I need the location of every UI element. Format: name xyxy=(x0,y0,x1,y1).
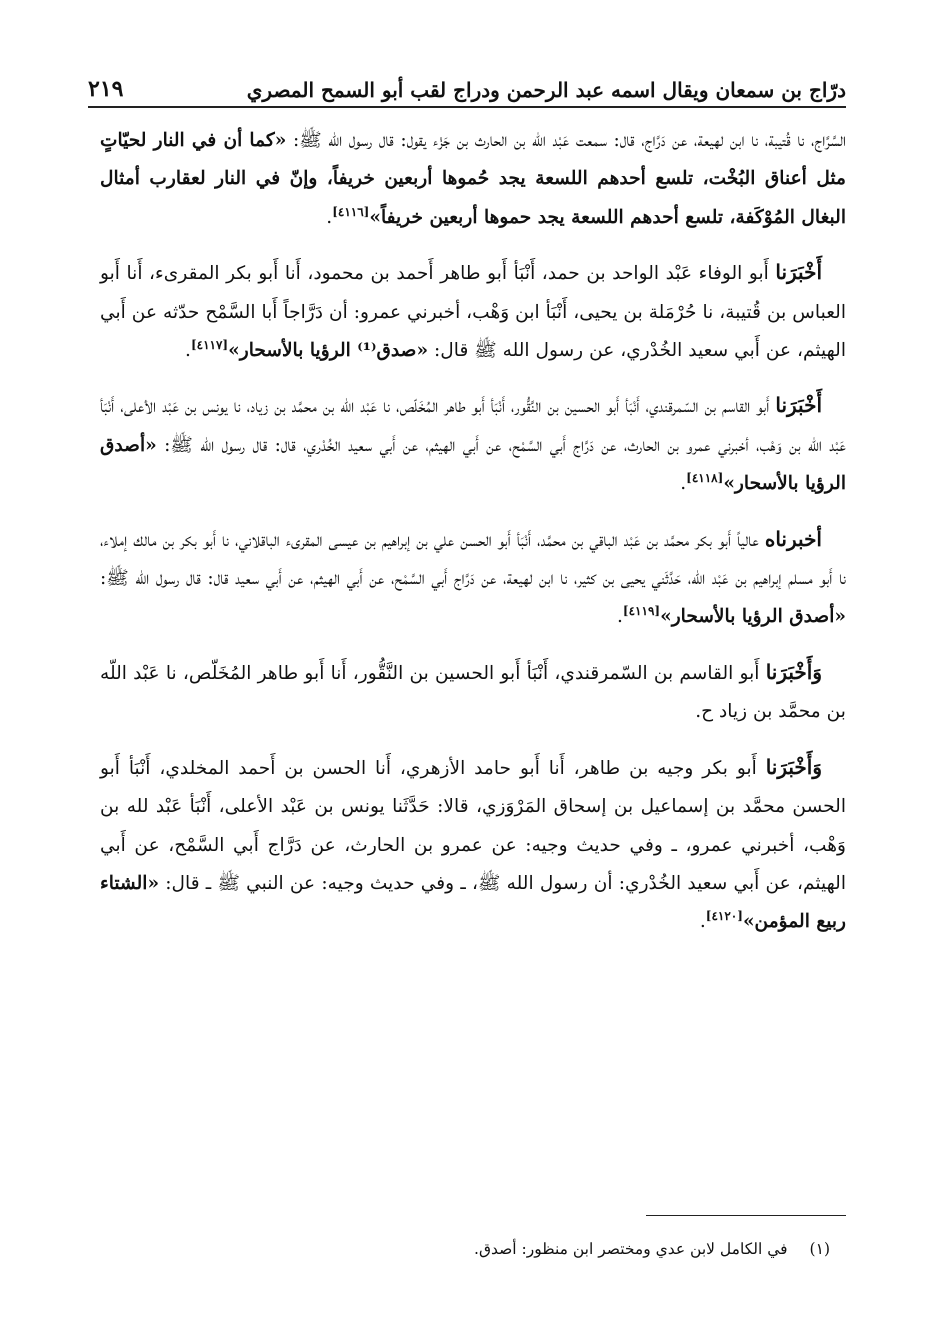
hadith-reference: [٤١١٦] xyxy=(332,204,370,219)
paragraph-tail: . xyxy=(326,206,333,228)
footnote-text: في الكامل لابن عدي ومختصر ابن منظور: أصدق. xyxy=(474,1240,788,1258)
paragraph-text: عالياً أَبو بكر محمَّد بن عَبْد الباقي بن محمَّد، أَنْبَأ أَبو الحسن علي بن إبراهيم بن عيسى المقرىء الباقلاني، نا أَبو بكر بن مالك إملاء، نا أَبو مسلم إبراهيم بن عَبْد اللّه، حَدَّثَني يحيى بن كثير، نا ابن لهيعة، عن دَرَّاج أَبي السَّمْح، عن أَبي الهيثم، عن أَبي سعيد قال: قال رسول الله ﷺ: xyxy=(100,529,846,590)
hadith-reference: [٤١١٩] xyxy=(622,604,661,619)
paragraph xyxy=(100,520,846,637)
paragraph-lead: وَأَخْبَرَنا xyxy=(765,659,822,684)
paragraph xyxy=(100,122,846,237)
hadith-reference: [٤١١٨] xyxy=(686,471,724,486)
paragraph-tail: . xyxy=(185,340,191,362)
paragraph-text: السَّرَّاج، نا قُتيبة، نا ابن لهيعة، عن دَرَّاج، قال: سمعت عَبْد اللّه بن الحارث بن جَزْء يقول: قال رسول الله ﷺ: xyxy=(286,130,846,151)
hadith-quote: «أصدق الرؤيا بالأسحار» xyxy=(100,434,846,495)
running-title: درّاج بن سمعان ويقال اسمه عبد الرحمن ودراج لقب أبو السمح المصري xyxy=(246,78,846,102)
footnote xyxy=(100,1236,830,1262)
hadith-reference: [٤١١٧] xyxy=(190,337,229,352)
paragraph-text: أَبو القاسم بن السّمرقندي، أَنْبَأ أَبو الحسين بن النَّقُّور، أَنا أَبو طاهر المُخَلّص، نا عَبْد اللّه بن محمَّد بن زياد ح. xyxy=(100,662,846,723)
hadith-quote: «الشتاء ربيع المؤمن» xyxy=(100,872,846,933)
footnote-number: (١) xyxy=(809,1240,830,1258)
paragraph-lead: أَخْبَرَنا xyxy=(775,393,822,418)
paragraph-tail: . xyxy=(699,911,706,933)
paragraph-text: أَبو بكر وجيه بن طاهر، أَنا أَبو حامد الأزهري، أَنا الحسن بن أَحمد المخلدي، أَنْبَأ أَبو الحسن محمَّد بن إسماعيل بن إسحاق المَرْوَزي، قالا: حَدَّثَنا يونس بن عَبْد الأعلى، أَنْبَأ عَبْد لله بن وَهْب، أخبرني عمرو، ـ وفي حديث وجيه: عن عمرو بن الحارث، عن دَرَّاج أَبي السَّمْح، عن أَبي الهيثم، عن أَبي سعيد الخُدْري: أن رسول الله ﷺ، ـ وفي حديث وجيه: عن النبي ﷺ ـ قال: xyxy=(100,757,846,894)
paragraph-lead: أخبرناه xyxy=(764,526,822,551)
body-text xyxy=(100,122,846,958)
paragraph xyxy=(100,386,846,503)
hadith-quote: «صدق⁽¹⁾ الرؤيا بالأسحار» xyxy=(228,340,429,362)
paragraph xyxy=(100,748,846,942)
footnote-divider xyxy=(646,1215,846,1216)
paragraph-text: أَبو القاسم بن السّمرقندي، أَنْبَأ أَبو الحسين بن النَّقُّور، أَنْبَأ أَبو طاهر المُخَلّص، نا عَبْد اللّه بن محمَّد بن زياد، نا يونس بن عَبْد الأعلى، أَنْبَأ عَبْد اللّه بن وَهْب، أخبرني عمرو بن الحارث، عن دَرَّاج أَبي السَّمْح، عن أَبي الهيثم، عن أَبي سعيد الخُدْري، قال: قال رسول الله ﷺ: xyxy=(100,396,846,456)
hadith-quote: «كما أن في النار لحيّاتٍ مثل أعناق البُخْت، تلسع أحدهم اللسعة يجد حُموها أربعين خريفاً، وإنّ في النار لعقارب أمثال البغال المُوْكَفة، تلسع أحدهم اللسعة يجد حموها أربعين خريفاً» xyxy=(100,130,846,228)
page-number: ٢١٩ xyxy=(88,76,124,102)
paragraph-text: أَبو الوفاء عَبْد الواحد بن حمد، أَنْبَأ أَبو طاهر أَحمد بن محمود، أَنا أَبو بكر المقرىء، أَنا أَبو العباس بن قُتيبة، نا حُرْمَلة بن يحيى، أَنْبَأ ابن وَهْب، أخبرني عمرو: أن دَرَّاجاً أَبا السَّمْح حدّثه عن أَبي الهيثم، عن أَبي سعيد الخُدْري، عن رسول الله ﷺ قال: xyxy=(100,263,846,362)
paragraph xyxy=(100,253,846,370)
paragraph xyxy=(100,653,846,732)
paragraph-lead: وَأَخْبَرَنا xyxy=(765,754,822,779)
hadith-quote: «أصدق الرؤيا بالأسحار» xyxy=(660,606,846,628)
paragraph-lead: أَخْبَرَنا xyxy=(775,260,822,285)
hadith-reference: [٤١٢٠] xyxy=(705,909,743,924)
paragraph-tail: . xyxy=(617,606,623,628)
paragraph-tail: . xyxy=(680,473,687,495)
page-header xyxy=(88,62,846,108)
